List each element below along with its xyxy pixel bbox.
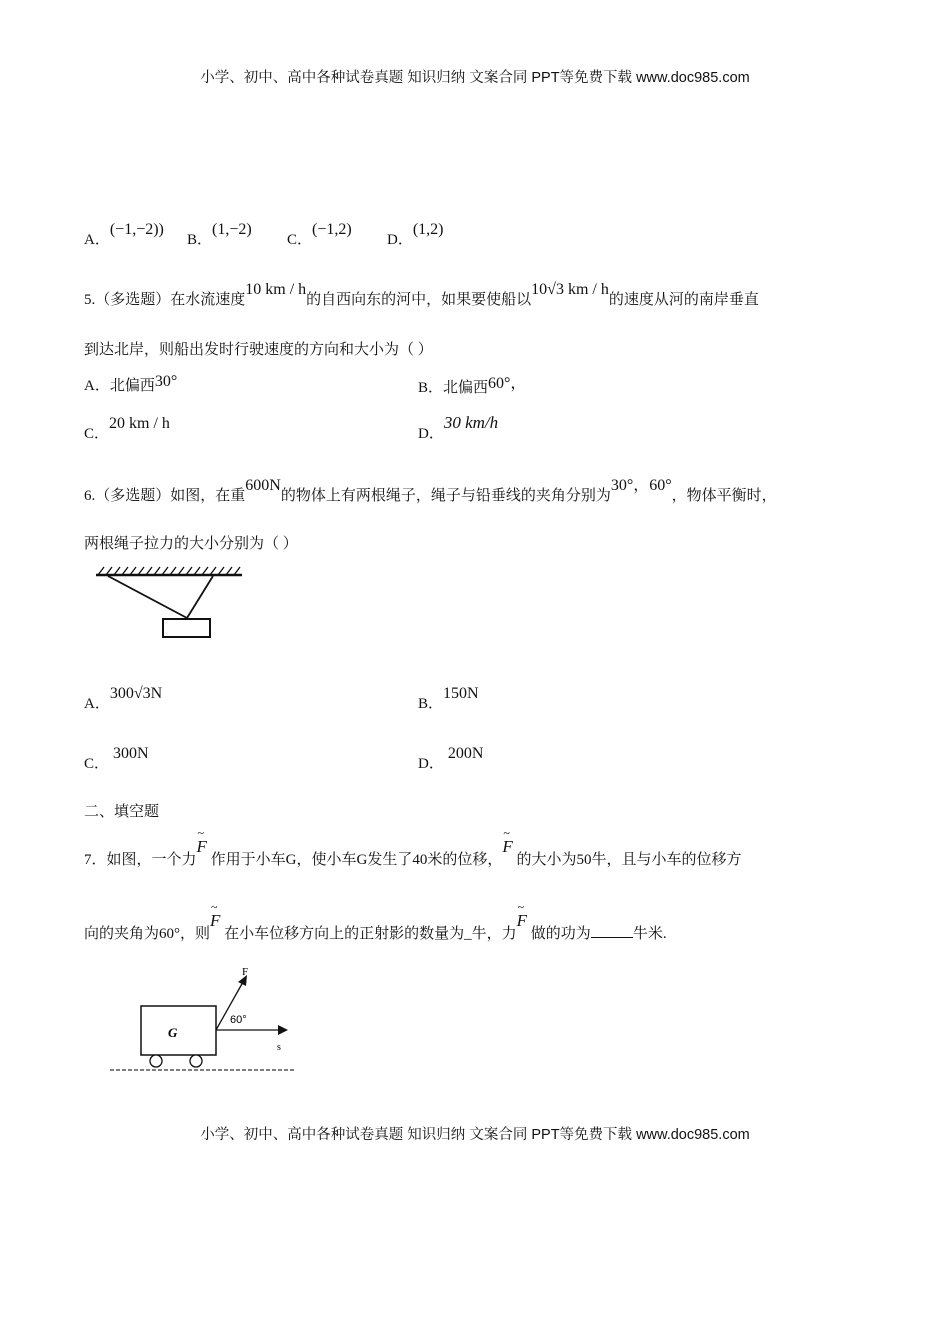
q5-option-a: A．北偏西30° — [84, 373, 178, 394]
q6-option-d: D．200N — [418, 745, 484, 772]
section-heading: 二、填空题 — [84, 804, 160, 820]
page-header: 小学、初中、高中各种试卷真题 知识归纳 文案合同 PPT等免费下载 www.doc985.com — [200, 70, 750, 86]
q4-option-c: C．(−1,2) — [287, 221, 352, 248]
q4-option-d: D．(1,2) — [387, 221, 444, 248]
q5-stem-line1: 5.（多选题）在水流速度10 km / h的自西向东的河中，如果要使船以10√3 km / h的速度从河的南岸垂直 — [84, 281, 759, 308]
q5-option-d: D．30 km/h — [418, 413, 499, 442]
answer-blank[interactable] — [591, 937, 633, 938]
q5-option-c: C．20 km / h — [84, 415, 170, 442]
q4-option-b: B．(1,−2) — [187, 221, 252, 248]
angle-label: 60° — [230, 1014, 247, 1026]
displacement-label: s — [277, 1042, 281, 1053]
cart-figure — [100, 960, 310, 1075]
q6-option-c: C．300N — [84, 745, 149, 772]
q7-stem-line1: 7．如图，一个力~ F 作用于小车G，使小车G发生了40米的位移，~ F 的大小为50牛，且与小车的位移方 — [84, 848, 741, 869]
q5-option-b: B．北偏西60°， — [418, 375, 527, 396]
q6-option-b: B．150N — [418, 685, 479, 712]
force-label: F — [242, 966, 249, 978]
q5-stem-line2: 到达北岸，则船出发时行驶速度的方向和大小为（ ） — [84, 342, 433, 358]
q6-stem-line2: 两根绳子拉力的大小分别为（ ） — [84, 536, 298, 552]
rope-figure — [90, 560, 250, 645]
q7-stem-line2: 向的夹角为60°，则~ F 在小车位移方向上的正射影的数量为_牛，力~ F 做的功为 牛米. — [84, 922, 667, 943]
q6-stem-line1: 6.（多选题）如图，在重600N的物体上有两根绳子，绳子与铅垂线的夹角分别为30°，60°，物体平衡时， — [84, 477, 777, 504]
q4-option-a: A．(−1,−2)) — [84, 221, 164, 248]
q6-option-a: A．300√3N — [84, 685, 163, 712]
page-footer: 小学、初中、高中各种试卷真题 知识归纳 文案合同 PPT等免费下载 www.doc985.com — [200, 1127, 750, 1143]
cart-label: G — [168, 1025, 178, 1040]
